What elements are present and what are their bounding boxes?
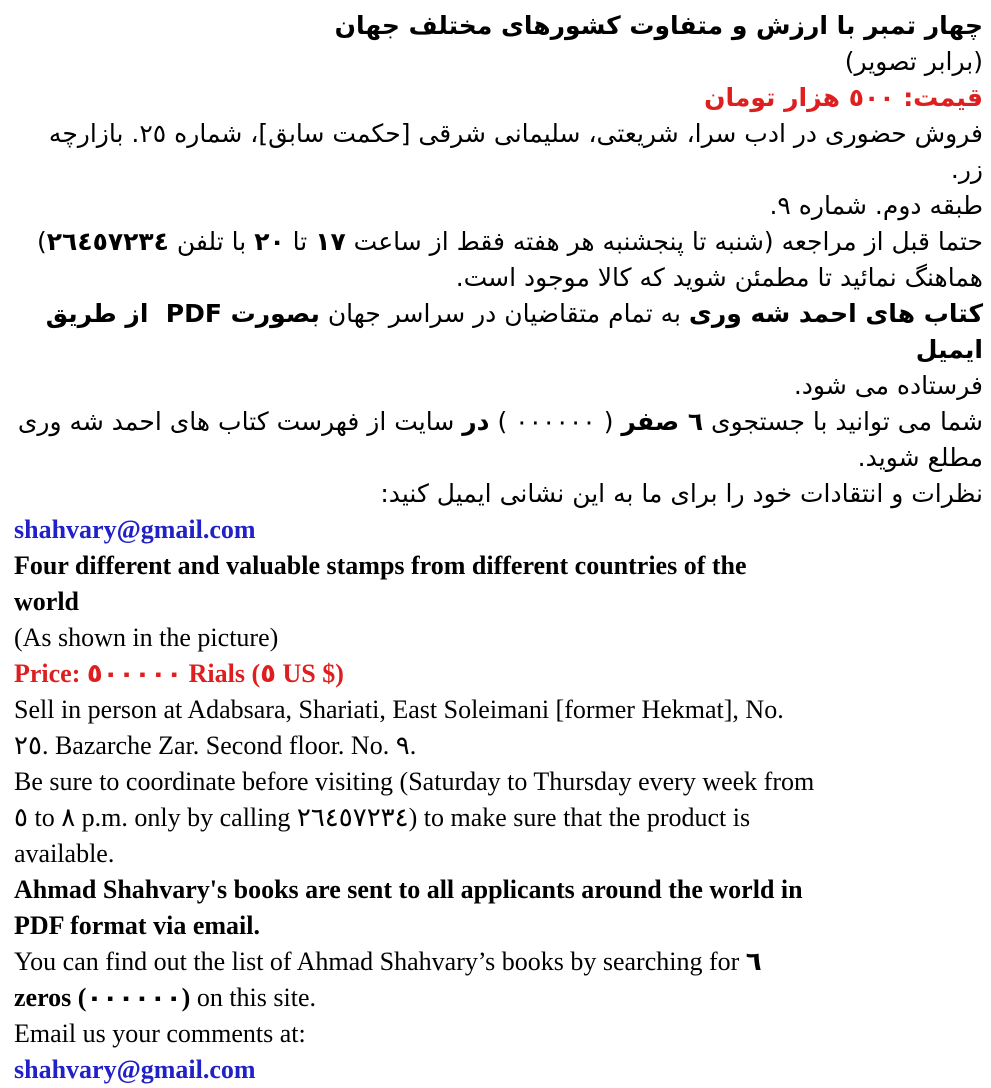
fa-contact-2 <box>14 260 983 296</box>
text-segment: Four different and valuable stamps from different countries of the <box>14 551 747 580</box>
text-segment: نظرات و انتقادات خود را برای ما به این نشانی ایمیل کنید: <box>380 479 983 508</box>
text-segment: هماهنگ نمائید تا مطمئن شوید که کالا موجود است. <box>455 263 983 292</box>
text-segment: ٥ to ٨ p.m. only by calling ٢٦٤٥٧٢٣٤) to make sure that the product is <box>14 803 751 832</box>
text-segment: ٦ صفر <box>621 407 704 436</box>
en-contact-1 <box>14 764 983 800</box>
en-contact-3 <box>14 836 983 872</box>
text-segment: zeros (٠٠٠٠٠٠) <box>14 983 191 1012</box>
en-search-1 <box>14 944 983 980</box>
en-price <box>14 656 983 692</box>
text-segment: فروش حضوری در ادب سرا، شریعتی، سلیمانی شرقی [حکمت سابق]، شماره ٢٥. بازارچه زر. <box>40 119 983 184</box>
text-segment: ( ٠٠٠٠٠٠ ) <box>489 407 622 436</box>
fa-address-1 <box>14 116 983 188</box>
en-contact-2 <box>14 800 983 836</box>
text-segment: PDF format via email. <box>14 911 260 940</box>
text-segment: در <box>462 407 490 436</box>
text-segment: چهار تمبر با ارزش و متفاوت کشورهای مختلف جهان <box>334 11 983 40</box>
text-segment: Sell in person at Adabsara, Shariati, East Soleimani [former Hekmat], No. <box>14 695 784 724</box>
en-title-1 <box>14 548 983 584</box>
text-segment: ٢٥. Bazarche Zar. Second floor. No. ٩. <box>14 731 417 760</box>
text-segment: Be sure to coordinate before visiting (Saturday to Thursday every week from <box>14 767 815 796</box>
text-segment: شما می توانید با جستجوی <box>703 407 983 436</box>
text-segment: world <box>14 587 79 616</box>
email-link-top <box>14 512 983 548</box>
fa-contact-1 <box>14 224 983 260</box>
en-email-prompt <box>14 1016 983 1052</box>
en-books-1 <box>14 872 983 908</box>
text-segment: طبقه دوم. شماره ٩. <box>769 191 983 220</box>
fa-search-2 <box>14 440 983 476</box>
fa-as-picture <box>14 44 983 80</box>
en-address-1 <box>14 692 983 728</box>
en-title-2 <box>14 584 983 620</box>
text-segment: ٦ <box>745 947 762 976</box>
text-segment: Email us your comments at: <box>14 1019 306 1048</box>
fa-books-1 <box>14 296 983 368</box>
text-segment: حتما قبل از مراجعه (شنبه تا پنجشنبه هر هفته فقط از ساعت <box>345 227 983 256</box>
en-as-picture <box>14 620 983 656</box>
text-segment: on this site. <box>190 983 316 1012</box>
text-segment: ٢٦٤٥٧٢٣٤ <box>46 227 169 256</box>
fa-search-1 <box>14 404 983 440</box>
text-segment: ٢٠ <box>254 227 285 256</box>
email-link-bottom <box>14 1052 983 1088</box>
text-segment: (برابر تصویر) <box>844 47 983 76</box>
fa-books-2 <box>14 368 983 404</box>
text-segment: تا <box>284 227 316 256</box>
email-link[interactable]: shahvary@gmail.com <box>14 515 256 544</box>
text-segment: فرستاده می شود. <box>793 371 983 400</box>
text-segment: available. <box>14 839 115 868</box>
fa-email-prompt <box>14 476 983 512</box>
text-segment: Ahmad Shahvary's books are sent to all applicants around the world in <box>14 875 803 904</box>
en-search-2 <box>14 980 983 1016</box>
text-segment: به تمام متقاضیان در سراسر جهان <box>319 299 689 328</box>
text-segment: کتاب های احمد شه وری <box>688 299 983 328</box>
text-segment: با تلفن <box>168 227 255 256</box>
fa-title <box>14 8 983 44</box>
fa-address-2 <box>14 188 983 224</box>
text-segment: قیمت: ٥٠٠ هزار تومان <box>704 83 983 112</box>
text-segment: (As shown in the picture) <box>14 623 279 652</box>
en-books-2 <box>14 908 983 944</box>
text-segment: ) <box>37 227 47 256</box>
text-segment: مطلع شوید. <box>857 443 983 472</box>
email-link[interactable]: shahvary@gmail.com <box>14 1055 256 1084</box>
fa-price <box>14 80 983 116</box>
text-segment: بصورت PDF از طریق ایمیل <box>36 299 983 364</box>
text-segment: You can find out the list of Ahmad Shahvary’s books by searching for <box>14 947 746 976</box>
text-segment: Price: ٥٠٠٠٠٠ Rials (٥ US $) <box>14 659 344 688</box>
text-segment: ١٧ <box>315 227 346 256</box>
en-address-2 <box>14 728 983 764</box>
text-segment: سایت از فهرست کتاب های احمد شه وری <box>17 407 463 436</box>
